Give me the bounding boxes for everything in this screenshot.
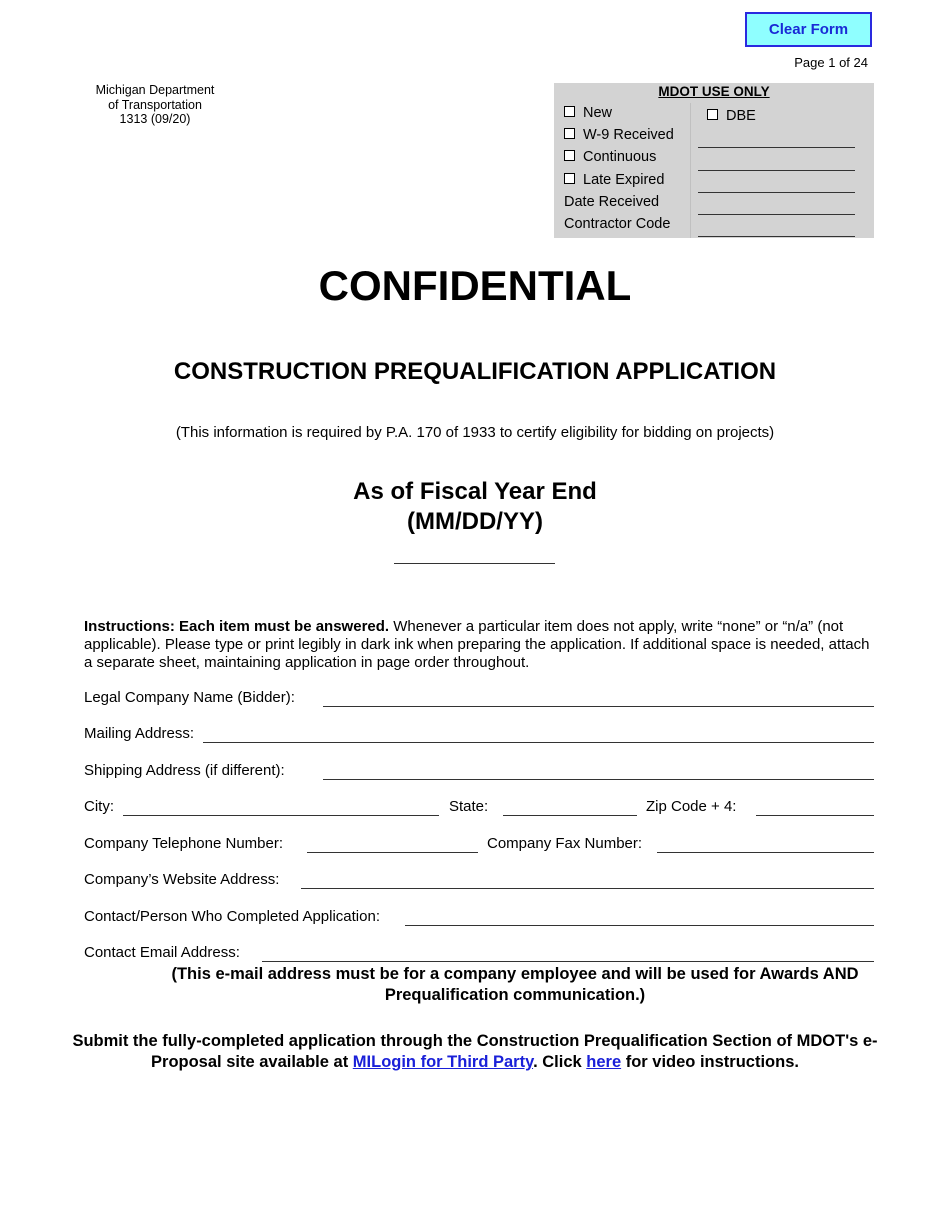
late-expired-label: Late Expired	[583, 172, 665, 188]
page-indicator: Page 1 of 24	[794, 55, 868, 70]
continuous-checkbox[interactable]	[564, 150, 575, 161]
clear-form-button[interactable]: Clear Form	[745, 12, 872, 47]
w9-checkbox[interactable]	[564, 128, 575, 139]
legal-company-name-label: Legal Company Name (Bidder):	[84, 689, 295, 706]
submit-text-pre: Submit the fully-completed application through the Construction Prequalification Section of MDOT's e-Proposal site available at	[72, 1032, 878, 1071]
state-label: State:	[449, 798, 489, 815]
late-expired-field[interactable]	[698, 192, 855, 193]
legal-company-name-field[interactable]	[323, 706, 874, 707]
contact-person-field[interactable]	[405, 925, 874, 926]
mailing-address-label: Mailing Address:	[84, 725, 195, 742]
fiscal-year-format: (MM/DD/YY)	[407, 508, 543, 535]
contractor-code-field[interactable]	[698, 236, 855, 237]
continuous-field[interactable]	[698, 170, 855, 171]
contact-email-field[interactable]	[262, 961, 874, 962]
city-label: City:	[84, 798, 114, 815]
fiscal-year-field[interactable]	[394, 563, 555, 564]
contractor-code-label: Contractor Code	[564, 216, 671, 232]
submit-instructions	[40, 1031, 910, 1073]
mdot-late-expired-option[interactable]	[564, 172, 664, 188]
mdot-continuous-option[interactable]	[564, 149, 656, 165]
w9-label: W-9 Received	[583, 127, 674, 143]
shipping-address-field[interactable]	[323, 779, 874, 780]
contact-person-label: Contact/Person Who Completed Application:	[84, 908, 380, 925]
contact-email-label: Contact Email Address:	[84, 944, 240, 961]
mdot-w9-option[interactable]	[564, 127, 674, 143]
state-field[interactable]	[503, 815, 637, 816]
mailing-address-field[interactable]	[203, 742, 874, 743]
submit-text-mid: . Click	[533, 1053, 587, 1071]
mdot-use-only-box	[554, 83, 874, 238]
instructions-body: Whenever a particular item does not apply, write “none” or “n/a” (not applicable). Please type or print legibly in dark ink when preparing the application. If additional space is needed, attach a separate sheet, maintaining application in page order throughout.	[84, 618, 870, 671]
telephone-label: Company Telephone Number:	[84, 835, 284, 852]
zip-code-label: Zip Code + 4:	[646, 798, 737, 815]
city-field[interactable]	[123, 815, 439, 816]
mdot-dbe-option[interactable]	[707, 108, 756, 124]
application-title: CONSTRUCTION PREQUALIFICATION APPLICATION	[173, 358, 777, 385]
date-received-label: Date Received	[564, 194, 660, 210]
fax-label: Company Fax Number:	[487, 835, 643, 852]
legal-note: (This information is required by P.A. 170 of 1933 to certify eligibility for bidding on projects)	[175, 424, 775, 441]
mdot-box-divider	[690, 103, 691, 238]
w9-field[interactable]	[698, 147, 855, 148]
video-instructions-link[interactable]: here	[586, 1053, 622, 1071]
telephone-field[interactable]	[307, 852, 478, 853]
agency-name-line2: of Transportation	[108, 97, 202, 112]
zip-code-field[interactable]	[756, 815, 874, 816]
website-label: Company’s Website Address:	[84, 871, 280, 888]
fax-field[interactable]	[657, 852, 874, 853]
form-number: 1313 (09/20)	[119, 112, 191, 126]
late-expired-checkbox[interactable]	[564, 173, 575, 184]
shipping-address-label: Shipping Address (if different):	[84, 762, 285, 779]
milogin-link[interactable]: MILogin for Third Party	[352, 1053, 534, 1071]
fiscal-year-heading: As of Fiscal Year End	[353, 478, 597, 505]
agency-name-line1: Michigan Department	[95, 83, 215, 97]
dbe-checkbox[interactable]	[707, 109, 718, 120]
mdot-box-title: MDOT USE ONLY	[658, 84, 770, 99]
confidential-heading: CONFIDENTIAL	[318, 262, 632, 309]
submit-text-post: for video instructions.	[621, 1053, 799, 1071]
date-received-field[interactable]	[698, 214, 855, 215]
continuous-label: Continuous	[583, 149, 657, 165]
new-label: New	[583, 105, 613, 121]
agency-block	[90, 83, 220, 127]
mdot-new-option[interactable]	[564, 105, 612, 121]
email-note: (This e-mail address must be for a company employee and will be used for Awards AND Prequalification communication.)	[171, 965, 859, 1004]
instructions-lead: Instructions: Each item must be answered.	[84, 618, 390, 635]
dbe-label: DBE	[726, 108, 756, 124]
instructions	[84, 618, 874, 672]
website-field[interactable]	[301, 888, 874, 889]
new-checkbox[interactable]	[564, 106, 575, 117]
